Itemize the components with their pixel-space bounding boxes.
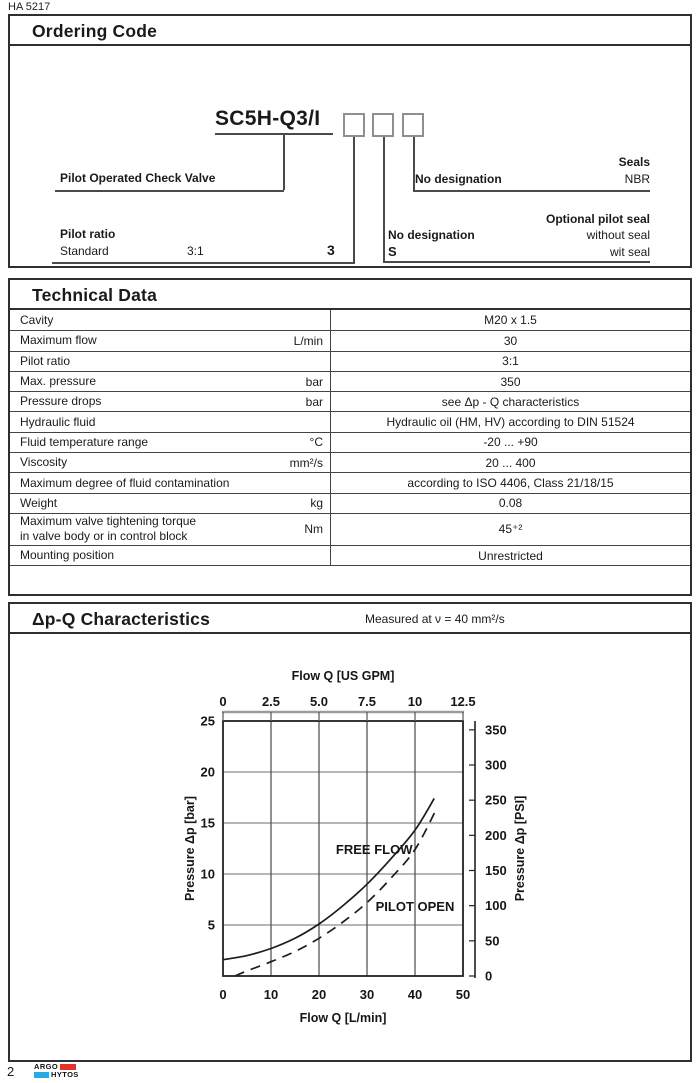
row-value: M20 x 1.5 — [330, 310, 690, 330]
table-row — [10, 493, 690, 513]
top-axis-title: Flow Q [US GPM] — [291, 669, 395, 683]
series-label-free-flow: FREE FLOW — [335, 842, 413, 858]
bottom-axis-title: Flow Q [L/min] — [299, 1011, 387, 1025]
row-label: Fluid temperature range — [20, 434, 149, 449]
technical-data-section — [8, 278, 692, 596]
table-row — [10, 391, 690, 411]
right-axis-tick-label: 50 — [485, 933, 500, 949]
row-label: Mounting position — [20, 548, 115, 563]
pilot-ratio-value: 3:1 — [187, 244, 204, 258]
connector-line — [383, 261, 650, 263]
top-axis-tick-label: 7.5 — [357, 694, 377, 709]
row-value: -20 ... +90 — [330, 433, 690, 452]
table-row — [10, 472, 690, 492]
right-axis-tick-label: 150 — [485, 863, 507, 879]
section-title: Technical Data — [32, 285, 158, 305]
characteristics-header — [10, 604, 690, 634]
row-value: Unrestricted — [330, 546, 690, 565]
row-value: 30 — [330, 331, 690, 350]
left-axis-tick-label: 15 — [200, 815, 215, 831]
optional-seal-key: No designation — [388, 228, 475, 242]
row-label-line: Maximum valve tightening torque — [20, 514, 197, 529]
code-box-1 — [343, 113, 365, 137]
right-axis-tick-label: 350 — [485, 722, 507, 738]
row-value: 45⁺² — [330, 514, 690, 545]
bottom-axis-tick-label: 20 — [311, 987, 327, 1002]
row-label: Maximum flow — [20, 333, 97, 348]
top-axis-tick-label: 5.0 — [309, 694, 329, 709]
right-axis-tick-label: 300 — [485, 757, 507, 773]
bottom-axis-tick-label: 40 — [407, 987, 423, 1002]
base-code-underline — [215, 133, 333, 135]
row-value: see Δp - Q characteristics — [330, 392, 690, 411]
row-unit: bar — [305, 374, 323, 389]
row-label: Cavity — [20, 312, 54, 327]
pilot-ratio-name: Standard — [60, 244, 109, 258]
seals-heading: Seals — [618, 155, 650, 169]
row-value: 350 — [330, 372, 690, 391]
right-axis-tick-label: 250 — [485, 792, 507, 808]
connector-line — [283, 133, 285, 190]
table-row — [10, 432, 690, 452]
right-axis-title: Pressure Δp [PSI] — [513, 795, 527, 902]
row-label: Maximum degree of fluid contamination — [20, 475, 230, 490]
technical-data-header — [10, 280, 690, 310]
series-label-pilot-open: PILOT OPEN — [375, 899, 455, 915]
connector-line — [353, 137, 355, 263]
table-row — [10, 513, 690, 545]
bottom-axis-tick-label: 10 — [263, 987, 279, 1002]
table-row — [10, 330, 690, 350]
left-axis-tick-label: 20 — [200, 764, 215, 780]
row-label: Weight — [20, 495, 58, 510]
row-value: 0.08 — [330, 494, 690, 513]
row-label: Pressure drops — [20, 394, 102, 409]
row-value: according to ISO 4406, Class 21/18/15 — [330, 473, 690, 492]
row-unit: °C — [309, 435, 323, 450]
row-label — [10, 514, 250, 544]
right-axis-tick-label: 200 — [485, 827, 507, 843]
top-axis-tick-label: 10 — [407, 694, 423, 709]
top-axis-tick-label: 2.5 — [261, 694, 281, 709]
row-label-line: in valve body or in control block — [20, 529, 188, 544]
dpq-chart — [10, 634, 690, 1058]
section-title: Ordering Code — [32, 21, 158, 41]
row-unit: mm²/s — [289, 455, 323, 470]
row-label: Viscosity — [20, 455, 68, 470]
connector-line — [55, 190, 284, 192]
table-row — [10, 310, 690, 330]
optional-pilot-seal-heading: Optional pilot seal — [545, 212, 650, 226]
row-unit: L/min — [293, 333, 323, 348]
right-axis-tick-label: 0 — [485, 968, 493, 984]
optional-seal-key: S — [388, 244, 397, 259]
bottom-axis-tick-label: 50 — [455, 987, 471, 1002]
code-box-3 — [402, 113, 424, 137]
logo-text-argo: ARGO — [34, 1062, 59, 1071]
table-row — [10, 371, 690, 391]
document-code: HA 5217 — [8, 1, 51, 13]
ordering-code-header — [10, 16, 690, 46]
row-label: Pilot ratio — [20, 353, 71, 368]
optional-seal-value: without seal — [586, 228, 650, 242]
technical-data-table — [10, 310, 690, 566]
table-row — [10, 452, 690, 472]
top-axis-tick-label: 0 — [219, 694, 227, 709]
top-axis-tick-label: 12.5 — [450, 694, 476, 709]
row-label: Hydraulic fluid — [20, 414, 96, 429]
logo-text-hytos: HYTOS — [51, 1070, 79, 1079]
table-row — [10, 411, 690, 431]
left-axis-tick-label: 25 — [200, 713, 215, 729]
table-row — [10, 545, 690, 565]
ordering-code-diagram — [10, 46, 690, 264]
left-axis-tick-label: 5 — [207, 917, 215, 933]
argo-hytos-logo — [34, 1063, 79, 1079]
seals-key: No designation — [415, 172, 502, 186]
ordering-code-section — [8, 14, 692, 268]
row-label: Max. pressure — [20, 374, 97, 389]
logo-row — [34, 1071, 79, 1079]
code-box-2 — [372, 113, 394, 137]
table-row — [10, 351, 690, 371]
seals-value: NBR — [624, 172, 650, 186]
product-label: Pilot Operated Check Valve — [60, 171, 216, 185]
pilot-ratio-heading: Pilot ratio — [60, 227, 116, 241]
bottom-axis-tick-label: 0 — [219, 987, 227, 1002]
characteristics-section — [8, 602, 692, 1062]
page-number: 2 — [7, 1064, 15, 1079]
row-value: Hydraulic oil (HM, HV) according to DIN 51524 — [330, 412, 690, 431]
logo-blue-block — [34, 1072, 49, 1078]
optional-seal-value: wit seal — [609, 245, 650, 259]
connector-line — [383, 137, 385, 262]
right-axis-tick-label: 100 — [485, 898, 507, 914]
left-axis-tick-label: 10 — [200, 866, 215, 882]
connector-line — [413, 190, 650, 192]
row-unit: bar — [305, 394, 323, 409]
bottom-axis-tick-label: 30 — [359, 987, 375, 1002]
section-title: Δp-Q Characteristics — [32, 609, 211, 629]
row-unit: Nm — [304, 522, 323, 537]
left-axis-title: Pressure Δp [bar] — [183, 796, 197, 901]
base-code: SC5H-Q3/I — [215, 107, 321, 130]
row-unit: kg — [310, 496, 323, 511]
row-value: 20 ... 400 — [330, 453, 690, 472]
pilot-ratio-code: 3 — [327, 242, 335, 258]
connector-line — [52, 262, 355, 264]
row-value: 3:1 — [330, 352, 690, 371]
measured-at-note: Measured at ν = 40 mm²/s — [365, 612, 505, 626]
